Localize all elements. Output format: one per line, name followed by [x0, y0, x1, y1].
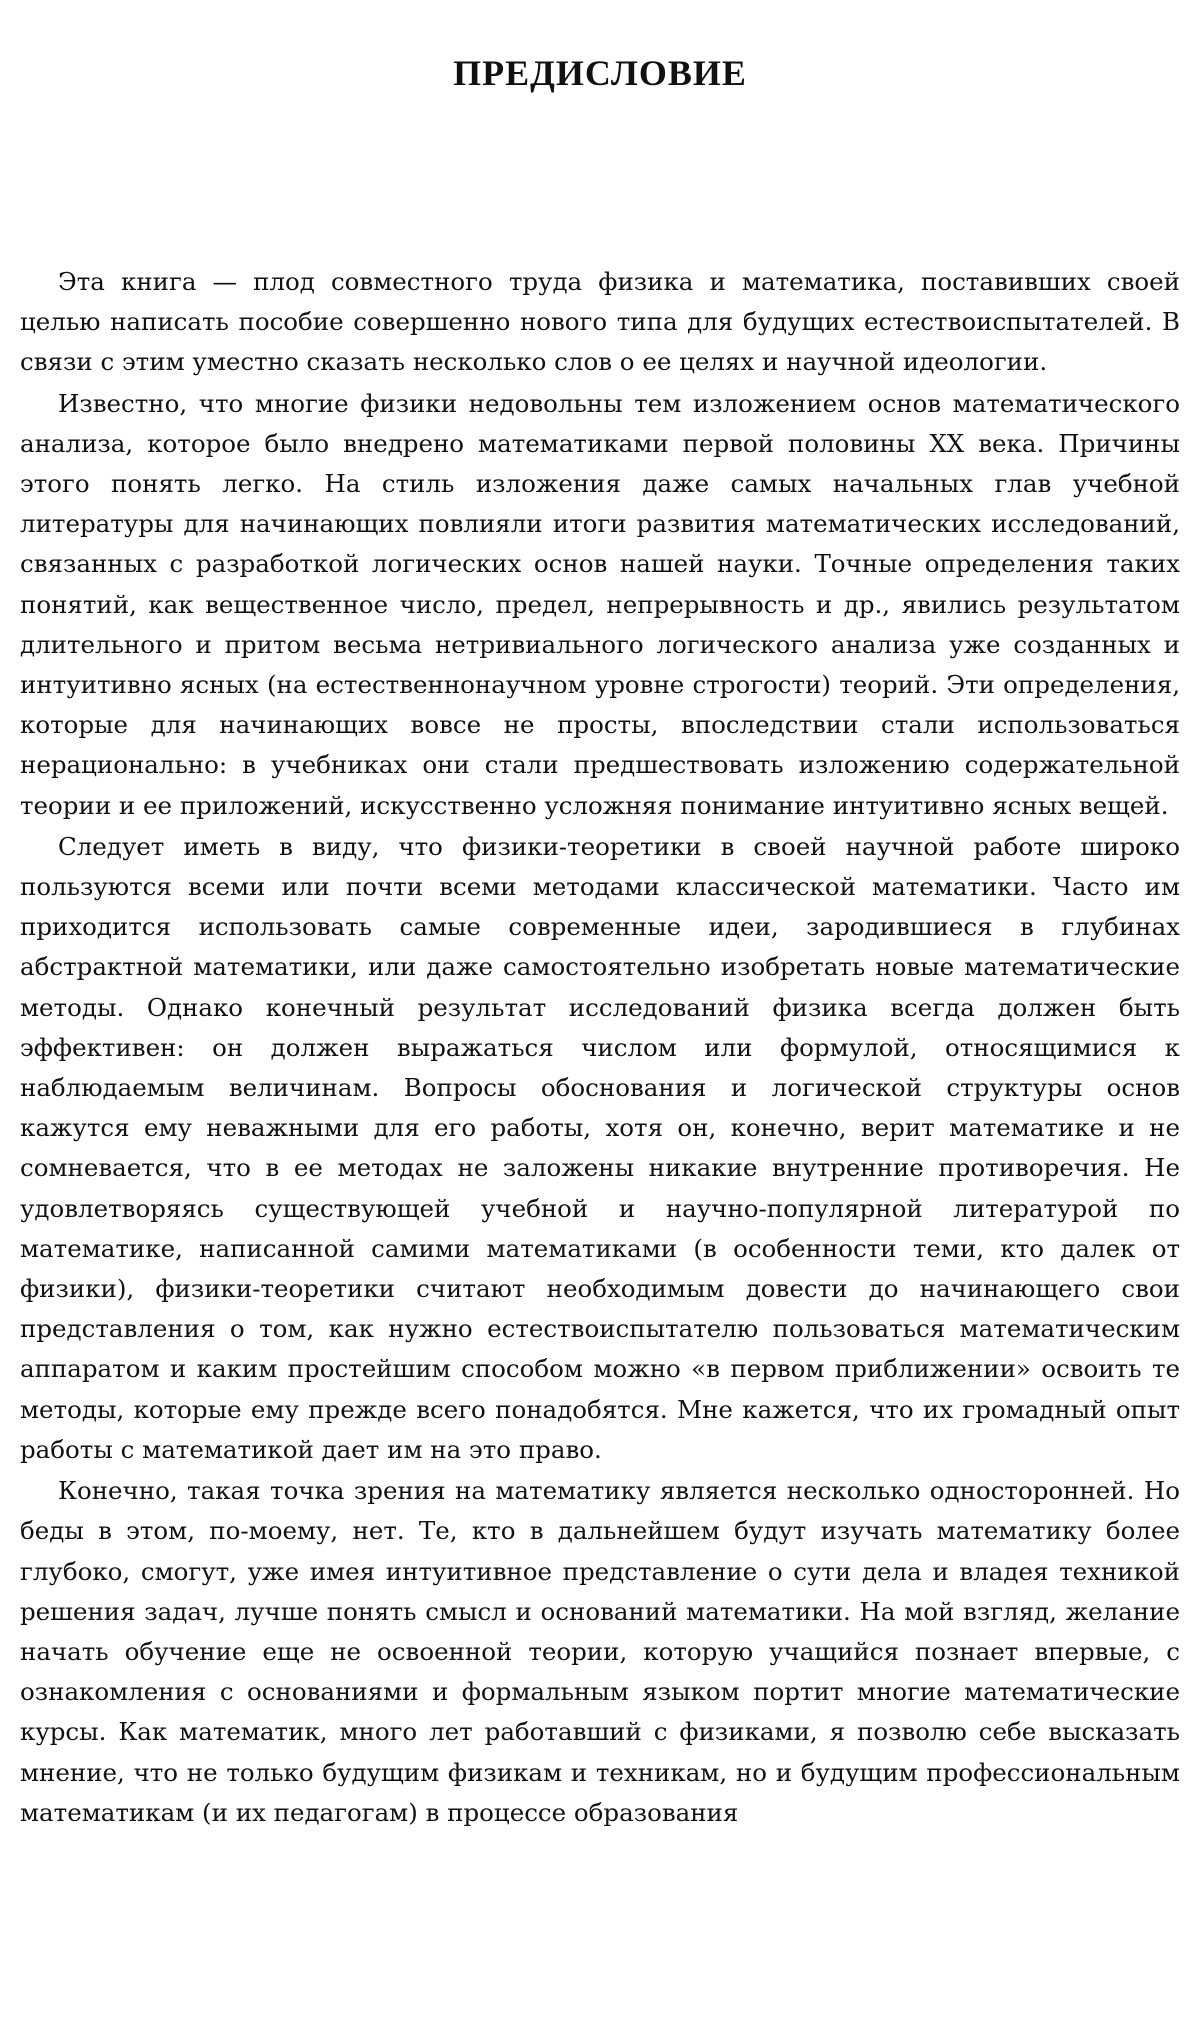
paragraph-3: Следует иметь в виду, что физики-теоретики в своей научной работе широко пользуются всеми или почти всеми методами классической математики. Часто им приходится использовать самые современные идеи, зародившиеся в глубинах абстрактной математики, или даже самостоятельно изобретать новые математические методы. Однако конечный результат исследований физика всегда должен быть эффективен: он должен выражаться числом или формулой, относящимися к наблюдаемым величинам. Вопросы обоснования и логической структуры основ кажутся ему неважными для его работы, хотя он, конечно, верит математике и не сомневается, что в ее методах не заложены никакие внутренние противоречия. Не удовлетворяясь существующей учебной и научно-популярной литературой по математике, написанной самими математиками (в особенности теми, кто далек от физики), физики-теоретики считают необходимым довести до начинающего свои представления о том, как нужно естествоиспытателю пользоваться математическим аппаратом и каким простейшим способом можно «в первом приближении» освоить те методы, которые ему прежде всего понадобятся. Мне кажется, что их громадный опыт работы с математикой дает им на это право.: [20, 831, 1180, 1464]
preface-body: [20, 262, 1180, 1833]
paragraph-1: Эта книга — плод совместного труда физика и математика, поставивших своей целью написать пособие совершенно нового типа для будущих естествоиспытателей. В связи с этим уместно сказать несколько слов о ее целях и научной идеологии.: [20, 267, 1180, 377]
paragraph-2: Известно, что многие физики недовольны тем изложением основ математического анализа, которое было внедрено математиками первой половины XX века. Причины этого понять легко. На стиль изложения даже самых начальных глав учебной литературы для начинающих повлияли итоги развития математических исследований, связанных с разработкой логических основ нашей науки. Точные определения таких понятий, как вещественное число, предел, непрерывность и др., явились результатом длительного и притом весьма нетривиального логического анализа уже созданных и интуитивно ясных (на естественнонаучном уровне строгости) теорий. Эти определения, которые для начинающих вовсе не просты, впоследствии стали использоваться нерационально: в учебниках они стали предшествовать изложению содержательной теории и ее приложений, искусственно усложняя понимание интуитивно ясных вещей.: [20, 388, 1180, 820]
paragraph-4: Конечно, такая точка зрения на математику является несколько односторонней. Но беды в этом, по-моему, нет. Те, кто в дальнейшем будут изучать математику более глубоко, смогут, уже имея интуитивное представление о сути дела и владея техникой решения задач, лучше понять смысл и оснований математики. На мой взгляд, желание начать обучение еще не освоенной теории, которую учащийся познает впервые, с ознакомления с основаниями и формальным языком портит многие математические курсы. Как математик, много лет работавший с физиками, я позволю себе высказать мнение, что не только будущим физикам и техникам, но и будущим профессиональным математикам (и их педагогам) в процессе образования: [20, 1476, 1180, 1827]
page-title: ПРЕДИСЛОВИЕ: [453, 53, 747, 93]
